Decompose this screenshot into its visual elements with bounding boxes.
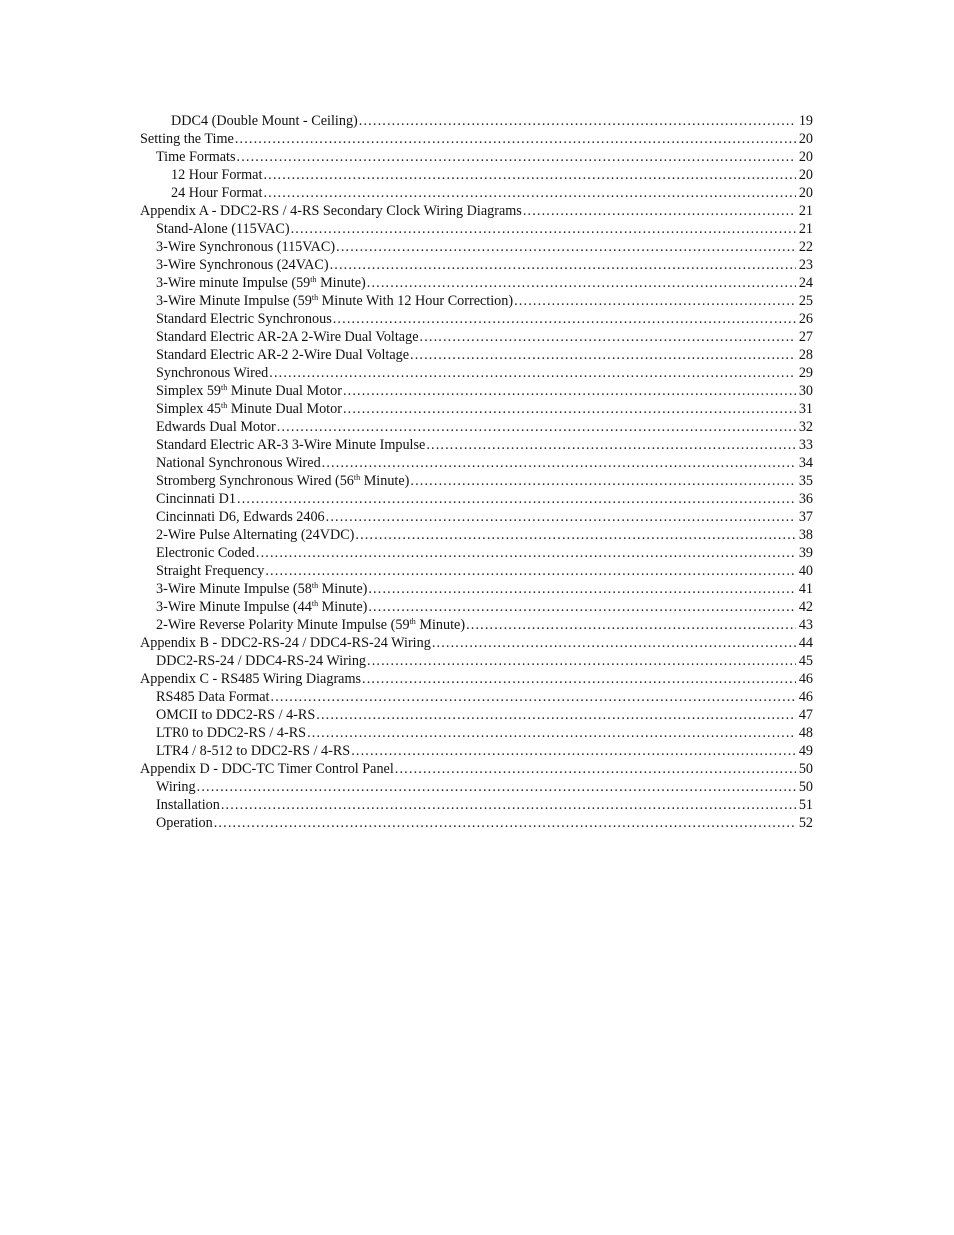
toc-dot-leader xyxy=(336,238,796,256)
toc-entry-title-text: DDC4 (Double Mount - Ceiling) xyxy=(171,113,358,129)
toc-entry-page-number: 34 xyxy=(798,455,813,471)
toc-dot-leader xyxy=(214,814,796,832)
toc-entry-page-number: 50 xyxy=(798,779,813,795)
toc-entry[interactable] xyxy=(140,778,813,796)
toc-entry-title-text: RS485 Data Format xyxy=(156,689,270,705)
toc-entry-page-number: 31 xyxy=(798,401,813,417)
toc-entry-title-text: 3-Wire Synchronous (115VAC) xyxy=(156,239,336,255)
toc-dot-leader xyxy=(322,454,796,472)
toc-entry-title-text: Time Formats xyxy=(156,149,236,165)
toc-entry-title xyxy=(140,760,394,778)
toc-entry-title xyxy=(156,418,276,436)
toc-entry-page-number: 39 xyxy=(798,545,813,561)
toc-entry-title-text: 3-Wire Minute Impulse (58 xyxy=(156,581,312,597)
toc-dot-leader xyxy=(410,472,796,490)
toc-dot-leader xyxy=(269,364,796,382)
toc-entry-page-number: 45 xyxy=(798,653,813,669)
toc-entry-title xyxy=(156,706,315,724)
toc-entry-page-number: 40 xyxy=(798,563,813,579)
table-of-contents xyxy=(140,112,813,832)
toc-entry[interactable] xyxy=(140,562,813,580)
toc-entry[interactable] xyxy=(140,796,813,814)
toc-dot-leader xyxy=(343,400,796,418)
toc-entry-title-text: Simplex 59 xyxy=(156,383,222,399)
toc-entry-page-number: 51 xyxy=(798,797,813,813)
toc-entry-page-number: 19 xyxy=(798,113,813,129)
toc-entry-page-number: 30 xyxy=(798,383,813,399)
toc-entry-title-text: Straight Frequency xyxy=(156,563,265,579)
toc-dot-leader xyxy=(466,616,796,634)
toc-entry-title xyxy=(156,382,342,400)
toc-entry-title-text: Appendix D - DDC-TC Timer Control Panel xyxy=(140,761,394,777)
toc-entry-title xyxy=(156,400,342,418)
toc-entry-title xyxy=(156,526,354,544)
toc-entry[interactable] xyxy=(140,454,813,472)
toc-entry-title xyxy=(156,796,220,814)
toc-entry[interactable] xyxy=(140,814,813,832)
toc-entry-title-text: Standard Electric AR-3 3-Wire Minute Impulse xyxy=(156,437,426,453)
toc-dot-leader xyxy=(367,652,796,670)
toc-entry-title-text: LTR4 / 8-512 to DDC2-RS / 4-RS xyxy=(156,743,351,759)
toc-dot-leader xyxy=(263,184,796,202)
toc-entry[interactable] xyxy=(140,688,813,706)
toc-dot-leader xyxy=(265,562,796,580)
toc-entry-title xyxy=(156,580,367,598)
toc-entry-title xyxy=(156,508,325,526)
toc-entry[interactable] xyxy=(140,184,813,202)
toc-dot-leader xyxy=(237,148,797,166)
toc-dot-leader xyxy=(343,382,796,400)
toc-entry-title xyxy=(156,364,268,382)
toc-entry-page-number: 25 xyxy=(798,293,813,309)
toc-entry-title-rest: Minute) xyxy=(316,275,366,291)
toc-entry-title-text: Appendix C - RS485 Wiring Diagrams xyxy=(140,671,362,687)
toc-entry-title-text: Electronic Coded xyxy=(156,545,255,561)
toc-entry[interactable] xyxy=(140,418,813,436)
toc-entry-page-number: 20 xyxy=(798,131,813,147)
toc-entry[interactable] xyxy=(140,148,813,166)
toc-entry-title-text: Wiring xyxy=(156,779,196,795)
toc-entry-title xyxy=(140,202,522,220)
toc-entry-title xyxy=(140,634,431,652)
toc-entry-title xyxy=(156,436,425,454)
toc-entry-page-number: 23 xyxy=(798,257,813,273)
toc-entry-page-number: 24 xyxy=(798,275,813,291)
toc-entry[interactable] xyxy=(140,328,813,346)
toc-entry-ordinal-suffix: th xyxy=(221,383,228,392)
toc-entry-page-number: 27 xyxy=(798,329,813,345)
toc-entry-title-text: Stromberg Synchronous Wired (56 xyxy=(156,473,354,489)
toc-entry-title xyxy=(156,238,335,256)
toc-entry[interactable] xyxy=(140,508,813,526)
toc-entry-page-number: 35 xyxy=(798,473,813,489)
toc-entry-title-text: Standard Electric Synchronous xyxy=(156,311,332,327)
toc-entry-title-text: Installation xyxy=(156,797,220,813)
toc-dot-leader xyxy=(237,490,796,508)
toc-dot-leader xyxy=(333,310,796,328)
toc-entry-title-rest: Minute Dual Motor xyxy=(227,401,342,417)
toc-entry[interactable] xyxy=(140,292,813,310)
toc-entry-ordinal-suffix: th xyxy=(221,401,228,410)
toc-entry-title-text: National Synchronous Wired xyxy=(156,455,321,471)
toc-entry-title xyxy=(156,292,513,310)
toc-entry[interactable] xyxy=(140,598,813,616)
toc-entry-title-rest: Minute) xyxy=(318,581,368,597)
toc-entry-title xyxy=(156,544,255,562)
toc-dot-leader xyxy=(426,436,796,454)
toc-entry[interactable] xyxy=(140,526,813,544)
toc-entry[interactable] xyxy=(140,760,813,778)
toc-entry-page-number: 48 xyxy=(798,725,813,741)
toc-dot-leader xyxy=(307,724,796,742)
toc-entry-title xyxy=(171,166,262,184)
toc-entry-title xyxy=(140,130,234,148)
toc-entry-title xyxy=(140,670,361,688)
toc-entry-title xyxy=(156,688,270,706)
toc-entry[interactable] xyxy=(140,310,813,328)
toc-entry-page-number: 36 xyxy=(798,491,813,507)
toc-entry-title xyxy=(156,328,419,346)
toc-entry-title-text: 3-Wire minute Impulse (59 xyxy=(156,275,311,291)
toc-entry-title xyxy=(156,814,213,832)
toc-dot-leader xyxy=(271,688,797,706)
toc-entry[interactable] xyxy=(140,544,813,562)
toc-entry-title-text: Stand-Alone (115VAC) xyxy=(156,221,290,237)
toc-entry-page-number: 50 xyxy=(798,761,813,777)
toc-entry-title-rest: Minute With 12 Hour Correction) xyxy=(318,293,514,309)
toc-entry-title-text: Standard Electric AR-2 2-Wire Dual Voltage xyxy=(156,347,410,363)
toc-entry-page-number: 49 xyxy=(798,743,813,759)
toc-entry-page-number: 41 xyxy=(798,581,813,597)
toc-entry-page-number: 21 xyxy=(798,203,813,219)
toc-entry[interactable] xyxy=(140,616,813,634)
toc-entry-page-number: 42 xyxy=(798,599,813,615)
toc-entry-title xyxy=(171,112,358,130)
toc-entry-page-number: 20 xyxy=(798,185,813,201)
toc-dot-leader xyxy=(197,778,796,796)
toc-entry-title xyxy=(156,490,236,508)
toc-entry[interactable] xyxy=(140,130,813,148)
toc-entry-ordinal-suffix: th xyxy=(311,581,319,590)
toc-entry-title-rest: Minute) xyxy=(318,599,368,615)
toc-dot-leader xyxy=(256,544,796,562)
toc-entry-page-number: 43 xyxy=(798,617,813,633)
toc-dot-leader xyxy=(523,202,796,220)
toc-entry-title-text: Cincinnati D1 xyxy=(156,491,236,507)
toc-entry-ordinal-suffix: th xyxy=(311,599,319,608)
toc-entry-ordinal-suffix: th xyxy=(310,275,317,284)
toc-dot-leader xyxy=(420,328,797,346)
toc-entry-title-text: Synchronous Wired xyxy=(156,365,269,381)
toc-entry-title-text: Setting the Time xyxy=(140,131,234,147)
toc-entry-page-number: 22 xyxy=(798,239,813,255)
toc-entry-title-text: 3-Wire Minute Impulse (44 xyxy=(156,599,312,615)
toc-entry-title-rest: Minute) xyxy=(415,617,466,633)
toc-entry-title-text: Edwards Dual Motor xyxy=(156,419,276,435)
toc-entry[interactable] xyxy=(140,634,813,652)
toc-entry-title xyxy=(156,616,465,634)
toc-entry-title xyxy=(156,454,321,472)
toc-dot-leader xyxy=(291,220,796,238)
toc-entry[interactable] xyxy=(140,724,813,742)
toc-entry-title-text: 3-Wire Synchronous (24VAC) xyxy=(156,257,329,273)
toc-entry-title xyxy=(156,742,350,760)
toc-dot-leader xyxy=(351,742,796,760)
toc-entry-page-number: 52 xyxy=(798,815,813,831)
toc-entry[interactable] xyxy=(140,580,813,598)
toc-entry[interactable] xyxy=(140,490,813,508)
toc-dot-leader xyxy=(362,670,796,688)
toc-entry-title xyxy=(156,652,366,670)
toc-entry-title-text: 24 Hour Format xyxy=(171,185,263,201)
toc-entry-title xyxy=(156,220,290,238)
toc-entry[interactable] xyxy=(140,472,813,490)
toc-entry-title xyxy=(156,598,367,616)
toc-dot-leader xyxy=(410,346,796,364)
toc-entry[interactable] xyxy=(140,400,813,418)
toc-entry[interactable] xyxy=(140,742,813,760)
toc-dot-leader xyxy=(367,274,796,292)
toc-entry-title xyxy=(156,346,409,364)
toc-entry-title xyxy=(156,274,366,292)
toc-dot-leader xyxy=(235,130,796,148)
toc-entry-title-rest: Minute) xyxy=(360,473,410,489)
toc-entry-title-text: Appendix B - DDC2-RS-24 / DDC4-RS-24 Wiring xyxy=(140,635,431,651)
toc-entry-title-text: Cincinnati D6, Edwards 2406 xyxy=(156,509,325,525)
toc-entry[interactable] xyxy=(140,256,813,274)
toc-entry-title-text: 2-Wire Pulse Alternating (24VDC) xyxy=(156,527,355,543)
toc-dot-leader xyxy=(359,112,796,130)
toc-entry-page-number: 33 xyxy=(798,437,813,453)
toc-entry-ordinal-suffix: th xyxy=(409,617,416,626)
toc-entry-title xyxy=(156,256,329,274)
toc-entry-page-number: 46 xyxy=(798,689,813,705)
toc-entry[interactable] xyxy=(140,112,813,130)
toc-entry-title xyxy=(156,310,332,328)
toc-entry-page-number: 20 xyxy=(798,149,813,165)
toc-dot-leader xyxy=(277,418,796,436)
toc-entry-title-text: 2-Wire Reverse Polarity Minute Impulse (59 xyxy=(156,617,410,633)
toc-dot-leader xyxy=(330,256,796,274)
toc-entry-title-text: LTR0 to DDC2-RS / 4-RS xyxy=(156,725,307,741)
toc-dot-leader xyxy=(221,796,796,814)
toc-entry-page-number: 29 xyxy=(798,365,813,381)
toc-entry[interactable] xyxy=(140,436,813,454)
toc-entry-page-number: 26 xyxy=(798,311,813,327)
toc-entry-title-text: Standard Electric AR-2A 2-Wire Dual Voltage xyxy=(156,329,419,345)
toc-entry[interactable] xyxy=(140,238,813,256)
toc-entry[interactable] xyxy=(140,670,813,688)
toc-dot-leader xyxy=(514,292,796,310)
toc-entry[interactable] xyxy=(140,706,813,724)
toc-entry-ordinal-suffix: th xyxy=(311,293,319,302)
toc-entry-title-text: DDC2-RS-24 / DDC4-RS-24 Wiring xyxy=(156,653,367,669)
toc-entry-title xyxy=(156,562,264,580)
toc-entry-page-number: 32 xyxy=(798,419,813,435)
toc-dot-leader xyxy=(368,580,796,598)
toc-entry-page-number: 47 xyxy=(798,707,813,723)
toc-entry-title-text: 12 Hour Format xyxy=(171,167,263,183)
toc-entry-page-number: 21 xyxy=(798,221,813,237)
toc-dot-leader xyxy=(263,166,796,184)
toc-entry[interactable] xyxy=(140,202,813,220)
toc-entry-title xyxy=(171,184,262,202)
toc-dot-leader xyxy=(326,508,796,526)
toc-dot-leader xyxy=(355,526,796,544)
toc-entry-title-rest: Minute Dual Motor xyxy=(227,383,342,399)
toc-entry-title-text: OMCII to DDC2-RS / 4-RS xyxy=(156,707,316,723)
toc-entry[interactable] xyxy=(140,274,813,292)
toc-dot-leader xyxy=(395,760,796,778)
toc-dot-leader xyxy=(316,706,796,724)
toc-entry-title xyxy=(156,148,236,166)
toc-dot-leader xyxy=(432,634,796,652)
toc-entry-title-text: Appendix A - DDC2-RS / 4-RS Secondary Clock Wiring Diagrams xyxy=(140,203,522,219)
toc-entry-page-number: 28 xyxy=(798,347,813,363)
toc-entry-title xyxy=(156,724,306,742)
toc-entry-title xyxy=(156,778,196,796)
toc-entry-page-number: 37 xyxy=(798,509,813,525)
toc-entry[interactable] xyxy=(140,652,813,670)
toc-entry-page-number: 20 xyxy=(798,167,813,183)
toc-entry-page-number: 46 xyxy=(798,671,813,687)
toc-entry-title-text: 3-Wire Minute Impulse (59 xyxy=(156,293,312,309)
toc-entry[interactable] xyxy=(140,382,813,400)
toc-entry[interactable] xyxy=(140,220,813,238)
toc-entry[interactable] xyxy=(140,364,813,382)
toc-entry[interactable] xyxy=(140,166,813,184)
toc-entry-ordinal-suffix: th xyxy=(353,473,361,482)
toc-entry[interactable] xyxy=(140,346,813,364)
toc-entry-page-number: 44 xyxy=(798,635,813,651)
toc-dot-leader xyxy=(368,598,796,616)
toc-entry-title-text: Simplex 45 xyxy=(156,401,222,417)
toc-entry-page-number: 38 xyxy=(798,527,813,543)
toc-entry-title-text: Operation xyxy=(156,815,213,831)
toc-entry-title xyxy=(156,472,409,490)
